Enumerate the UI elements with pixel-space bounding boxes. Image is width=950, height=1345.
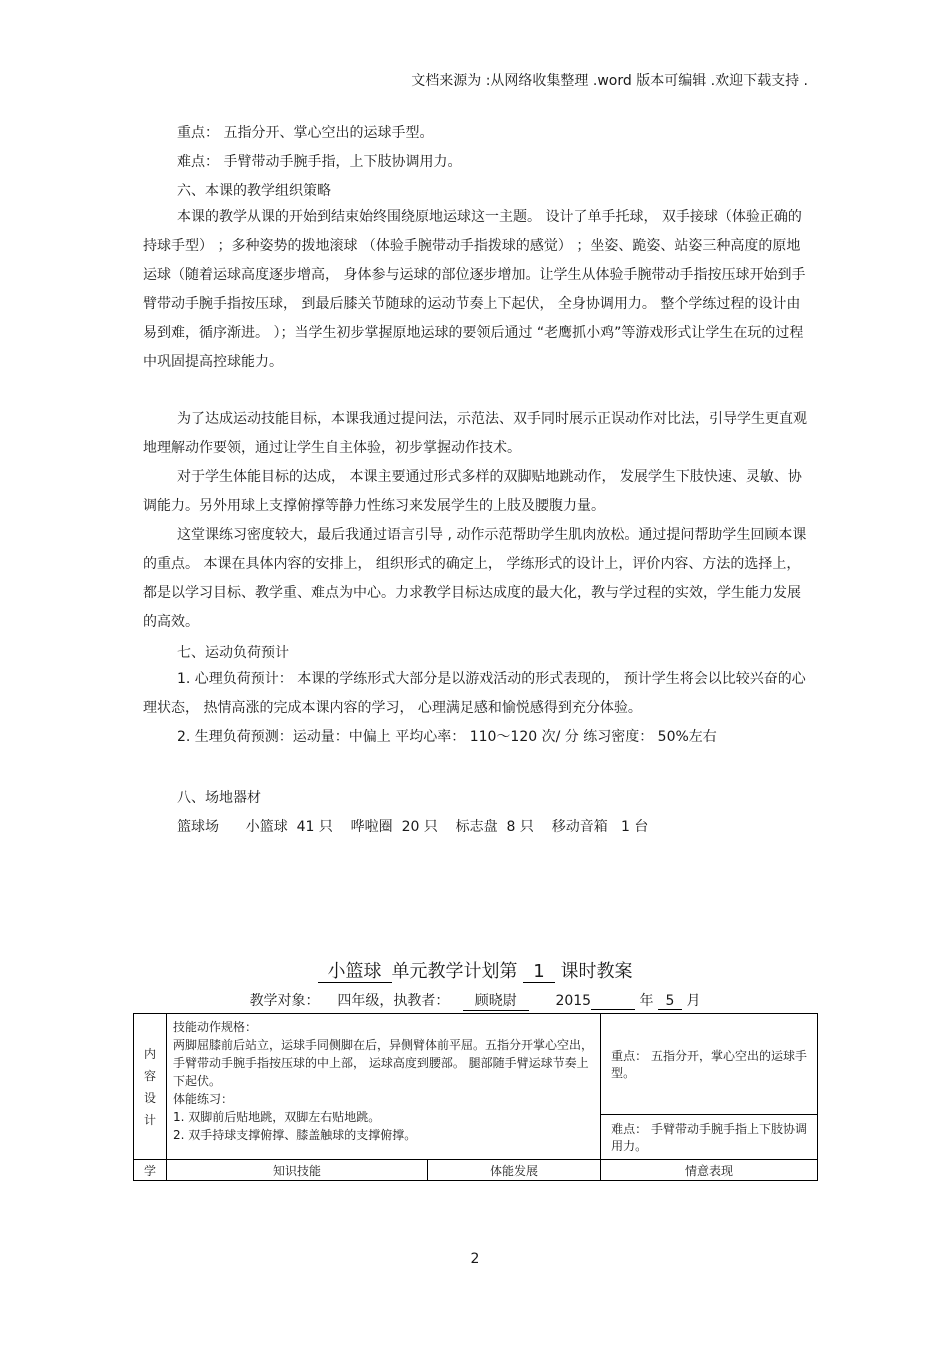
key-point-cell: 重点： 五指分开，掌心空出的运球手型。 bbox=[601, 1014, 818, 1115]
year-value: 2015 bbox=[555, 993, 592, 1009]
teacher-name: 顾晓尉 bbox=[463, 990, 529, 1011]
psych-load-paragraph: 1. 心理负荷预计： 本课的学练形式大部分是以游戏活动的形式表现的， 预计学生将会以比较兴奋的心理状态， 热情高涨的完成本课内容的学习， 心理满足感和愉悦感得到充分体验。 bbox=[143, 671, 806, 716]
title-lesson-number: 1 bbox=[523, 961, 554, 983]
year-unit: 年 bbox=[639, 993, 654, 1009]
key-point-line: 重点： 五指分开、掌心空出的运球手型。 bbox=[177, 125, 434, 141]
section-8-heading: 八、场地器材 bbox=[177, 790, 261, 806]
lesson-plan-title bbox=[0, 957, 950, 983]
grade-text: 四年级，执教者： bbox=[337, 993, 450, 1009]
target-label: 教学对象： bbox=[249, 993, 320, 1009]
section-6-heading: 六、本课的教学组织策略 bbox=[177, 183, 331, 199]
difficult-point-line: 难点： 手臂带动手腕手指，上下肢协调用力。 bbox=[177, 154, 462, 170]
section-7-heading: 七、运动负荷预计 bbox=[177, 645, 289, 661]
lesson-table bbox=[133, 1013, 818, 1181]
title-mid: 单元教学计划第 bbox=[391, 961, 518, 982]
fitness-paragraph: 对于学生体能目标的达成， 本课主要通过形式多样的双脚贴地跳动作， 发展学生下肢快速、灵敏、协调能力。另外用球上支撑俯撑等静力性练习来发展学生的上肢及腰腹力量。 bbox=[143, 469, 802, 514]
student-label-cell: 学 bbox=[134, 1160, 167, 1181]
skill-spec-cell: 技能动作规格： 两脚屈膝前后站立，运球手同侧脚在后，异侧臂体前平屈。五指分开掌心空出，手臂带动手腕手指按压球的中上部， 运球高度到腰部。 腿部随手臂运球节奏上下起伏。 体能练习： 1. 双脚前后贴地跳，双脚左右贴地跳。 2. 双手持球支撑俯撑、膝盖触球的支撑俯撑。 bbox=[167, 1014, 601, 1160]
summary-paragraph: 这堂课练习密度较大，最后我通过语言引导 , 动作示范帮助学生肌肉放松。通过提问帮助学生回顾本课的重点。 本课在具体内容的安排上， 组织形式的确定上， 学练形式的设计上，评价内容、方法的选择上，都是以学习目标、教学重、难点为中心。力求教学目标达成度的最大化，教与学过程的实效，学生能力发展的高效。 bbox=[143, 527, 807, 630]
strategy-paragraph: 本课的教学从课的开始到结束始终围绕原地运球这一主题。 设计了单手托球， 双手接球（体验正确的持球手型） ；多种姿势的拨地滚球 （体验手腕带动手指拨球的感觉） ；坐姿、跪姿、站姿三种高度的原地运球（随着运球高度逐步增高， 身体参与运球的部位逐步增加。让学生从体验手腕带动手指按压球开始到手臂带动手腕手指按压球， 到最后膝关节随球的运动节奏上下起伏， 全身协调用力。 整个学练过程的设计由易到难，循序渐进。 ）；当学生初步掌握原地运球的要领后通过 “老鹰抓小鸡”等游戏形式让学生在玩的过程中巩固提高控球能力。 bbox=[143, 209, 806, 370]
header-affective: 情意表现 bbox=[601, 1160, 818, 1181]
equipment-line: 篮球场 小篮球 41 只 哗啦圈 20 只 标志盘 8 只 移动音箱 1 台 bbox=[177, 819, 649, 835]
skill-paragraph: 为了达成运动技能目标，本课我通过提问法，示范法、双手同时展示正误动作对比法，引导学生更直观地理解动作要领，通过让学生自主体验，初步掌握动作技术。 bbox=[143, 411, 807, 456]
month-value: 5 bbox=[658, 993, 682, 1010]
header-source-note: 文档来源为 :从网络收集整理 .word 版本可编辑 .欢迎下载支持 . bbox=[411, 73, 808, 89]
month-unit: 月 bbox=[686, 993, 701, 1009]
content-design-label: 内 容 设 计 bbox=[134, 1014, 167, 1160]
difficult-point-cell: 难点： 手臂带动手腕手指上下肢协调用力。 bbox=[601, 1115, 818, 1160]
title-unit: 小篮球 bbox=[318, 961, 392, 983]
header-fitness: 体能发展 bbox=[428, 1160, 601, 1181]
physio-load-paragraph: 2. 生理负荷预测：运动量：中偏上 平均心率： 110～120 次/ 分 练习密度： 50%左右 bbox=[177, 729, 717, 745]
title-end: 课时教案 bbox=[560, 961, 633, 982]
header-knowledge: 知识技能 bbox=[167, 1160, 428, 1181]
page-number: 2 bbox=[470, 1251, 480, 1267]
lesson-info bbox=[0, 990, 950, 1011]
